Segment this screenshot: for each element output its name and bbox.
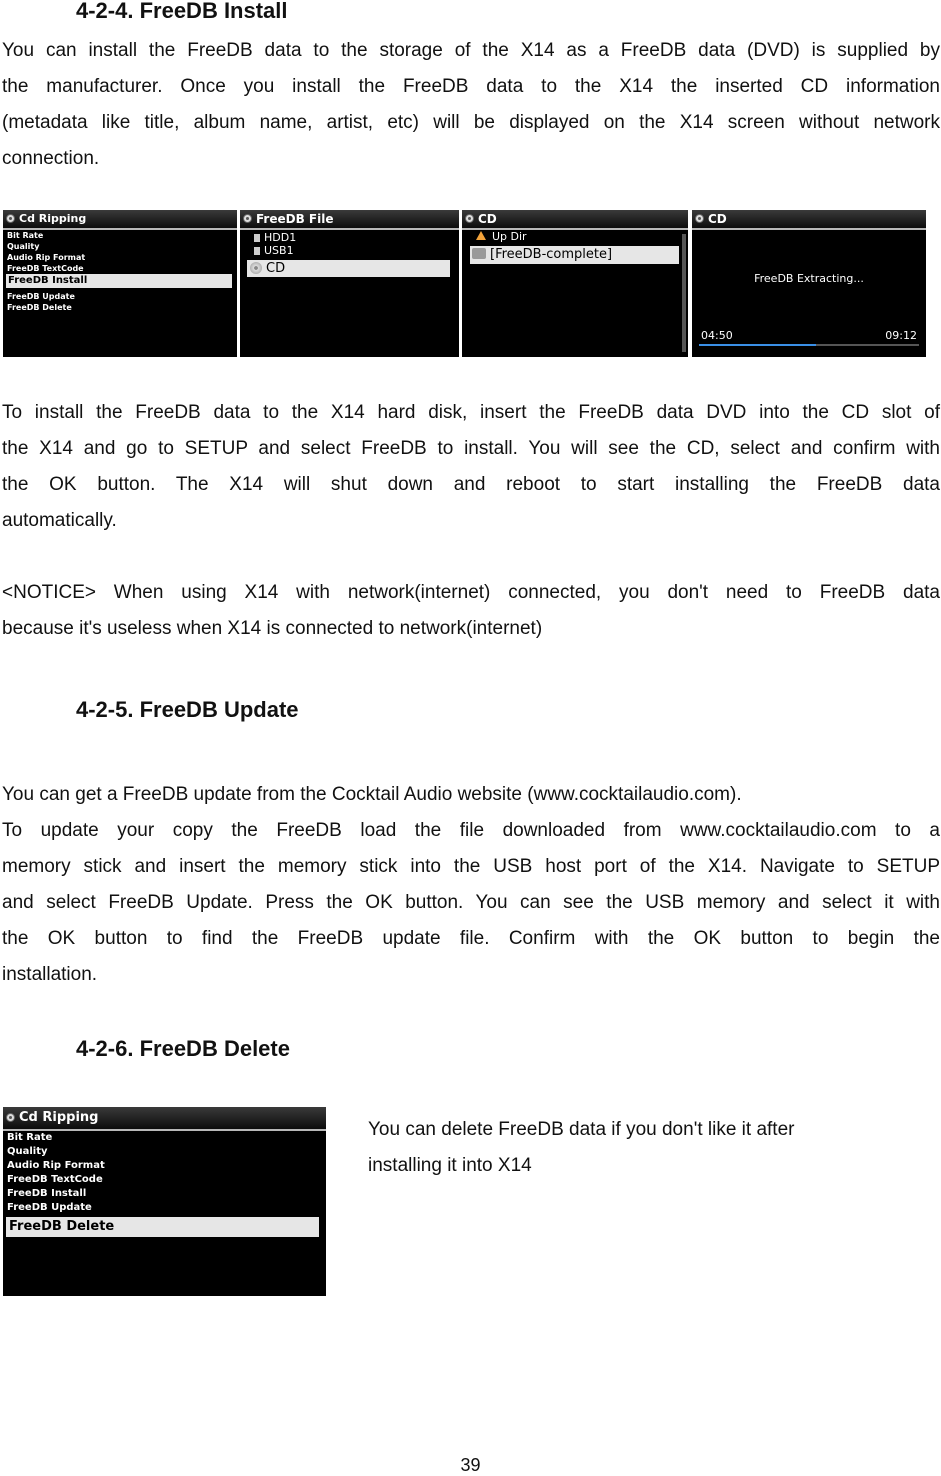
usb-icon (254, 247, 260, 255)
text-line: and select FreeDB Update. Press the OK button. You can see the USB memory and select it with (2, 892, 940, 913)
menu-item-quality: Quality (7, 242, 40, 251)
title-bar (240, 210, 459, 230)
text-line: installation. (2, 964, 98, 985)
progress-track (699, 344, 919, 346)
title-bar (3, 1107, 326, 1131)
text-line: <NOTICE> When using X14 with network(internet) connected, you don't need to FreeDB data (2, 582, 940, 603)
paragraph-notice (2, 575, 940, 647)
text-line: You can get a FreeDB update from the Cocktail Audio website (www.cocktailaudio.com). (2, 784, 742, 805)
cd-disc-icon (6, 1113, 15, 1122)
up-dir-label: Up Dir (492, 230, 527, 243)
file-item-label: CD (266, 261, 286, 276)
paragraph-freedb-install-intro (2, 33, 940, 177)
text-line: You can install the FreeDB data to the storage of the X14 as a FreeDB data (DVD) is supplied by (2, 40, 940, 61)
menu-item-freedb-textcode: FreeDB TextCode (7, 264, 84, 273)
screen-title: Cd Ripping (19, 212, 87, 225)
scrollbar (682, 234, 686, 352)
screen-title: CD (478, 212, 497, 226)
screen-title: FreeDB File (256, 212, 334, 226)
folder-label: [FreeDB-complete] (490, 247, 613, 262)
screenshot-cd-browser (462, 210, 688, 357)
text-line: installing it into X14 (368, 1155, 532, 1176)
hdd-icon (254, 234, 260, 242)
up-dir-item (476, 230, 527, 243)
paragraph-freedb-delete (368, 1112, 928, 1184)
screenshot-cd-ripping-delete (3, 1107, 326, 1296)
paragraph-freedb-update (2, 777, 940, 993)
title-bar (462, 210, 688, 230)
menu-item-bit-rate: Bit Rate (7, 231, 44, 240)
menu-item-freedb-textcode: FreeDB TextCode (7, 1174, 103, 1185)
text-line: the OK button. The X14 will shut down and reboot to start installing the FreeDB data (2, 474, 940, 495)
extracting-message: FreeDB Extracting... (754, 272, 864, 285)
cd-disc-icon (695, 214, 704, 223)
screenshot-cd-ripping-menu (3, 210, 237, 357)
menu-item-freedb-delete: FreeDB Delete (7, 303, 72, 312)
title-bar (3, 210, 237, 230)
section-heading-freedb-install: 4-2-4. FreeDB Install (76, 0, 288, 23)
menu-item-bit-rate: Bit Rate (7, 1132, 53, 1143)
paragraph-freedb-install-steps (2, 395, 940, 539)
text-line: the X14 and go to SETUP and select FreeDB to install. You will see the CD, select and confirm with (2, 438, 940, 459)
screenshot-freedb-file (240, 210, 459, 357)
cd-disc-icon (6, 214, 15, 223)
menu-item-freedb-update: FreeDB Update (7, 1202, 92, 1213)
cd-disc-icon (465, 214, 474, 223)
file-item-label: USB1 (264, 244, 294, 257)
file-item-label: HDD1 (264, 231, 297, 244)
section-heading-freedb-update: 4-2-5. FreeDB Update (76, 697, 299, 722)
total-time: 09:12 (885, 329, 917, 342)
text-line: To install the FreeDB data to the X14 hard disk, insert the FreeDB data DVD into the CD slot of (2, 402, 940, 423)
folder-item-freedb-complete-selected (470, 246, 679, 264)
menu-item-audio-rip-format: Audio Rip Format (7, 1160, 105, 1171)
screen-title: Cd Ripping (19, 1110, 99, 1125)
menu-item-freedb-delete-selected: FreeDB Delete (6, 1217, 319, 1237)
screenshot-freedb-extracting (692, 210, 926, 357)
text-line: automatically. (2, 510, 117, 531)
menu-item-audio-rip-format: Audio Rip Format (7, 253, 86, 262)
cd-disc-icon (243, 214, 252, 223)
text-line: You can delete FreeDB data if you don't like it after (368, 1119, 795, 1140)
text-line: connection. (2, 148, 100, 169)
menu-item-freedb-install: FreeDB Install (7, 1188, 87, 1199)
text-line: memory stick and insert the memory stick into the USB host port of the X14. Navigate to SETUP (2, 856, 940, 877)
screen-title: CD (708, 212, 727, 226)
up-arrow-icon (476, 231, 486, 240)
file-item-hdd1 (254, 231, 296, 244)
file-item-usb1 (254, 244, 294, 257)
progress-fill (699, 344, 816, 346)
text-line: (metadata like title, album name, artist, etc) will be displayed on the X14 screen without network (2, 112, 940, 133)
page-number: 39 (460, 1455, 481, 1475)
text-line: the manufacturer. Once you install the FreeDB data to the X14 the inserted CD information (2, 76, 940, 97)
menu-item-quality: Quality (7, 1146, 48, 1157)
cd-icon (250, 262, 262, 274)
text-line: because it's useless when X14 is connected to network(internet) (2, 618, 543, 639)
folder-icon (472, 248, 486, 259)
file-item-cd-selected (247, 260, 450, 277)
text-line: To update your copy the FreeDB load the file downloaded from www.cocktailaudio.com to a (2, 820, 940, 841)
title-bar (692, 210, 926, 230)
section-heading-freedb-delete: 4-2-6. FreeDB Delete (76, 1036, 290, 1061)
elapsed-time: 04:50 (701, 329, 733, 342)
menu-item-freedb-install-selected: FreeDB Install (6, 274, 232, 288)
text-line: the OK button to find the FreeDB update file. Confirm with the OK button to begin the (2, 928, 940, 949)
menu-item-freedb-update: FreeDB Update (7, 292, 75, 301)
